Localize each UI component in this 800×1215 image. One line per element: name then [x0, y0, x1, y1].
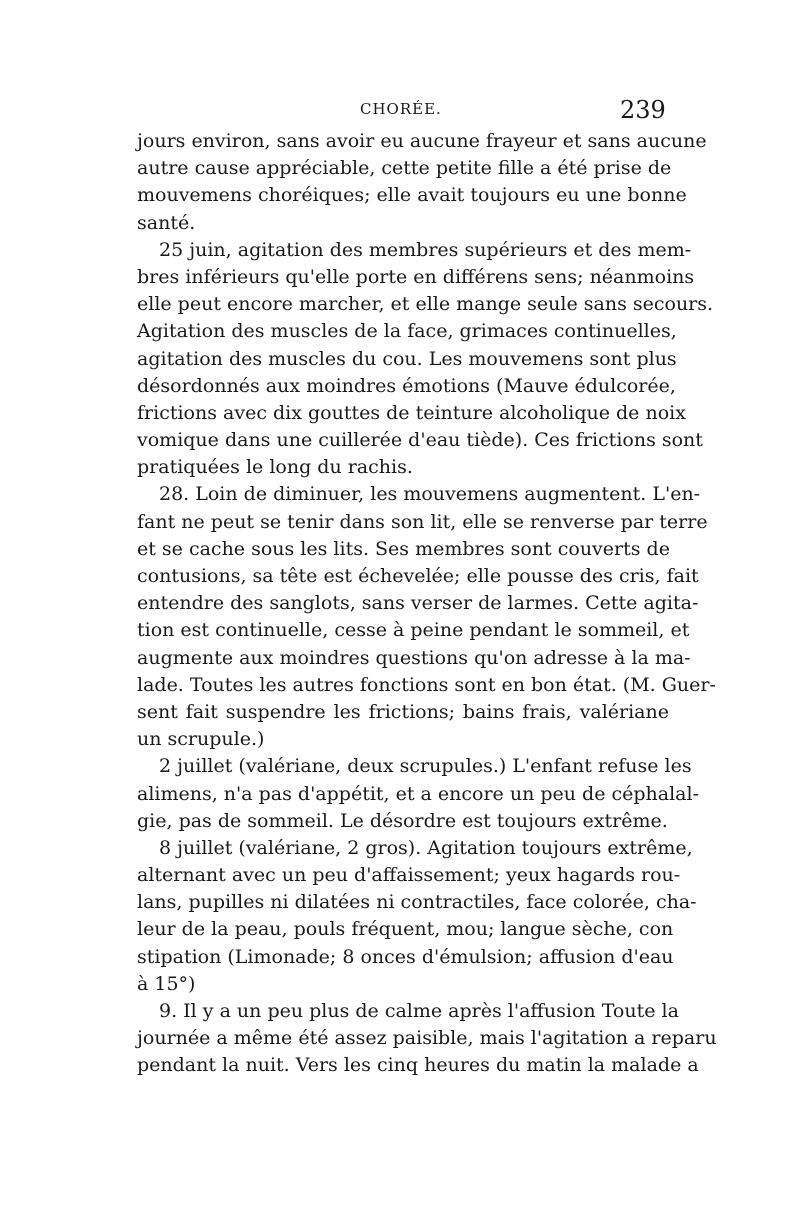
text-line: 8 juillet (valériane, 2 gros). Agitation toujours extrême,	[159, 836, 693, 859]
text-line: jours environ, sans avoir eu aucune frayeur et sans aucune	[137, 130, 707, 152]
text-line: gie, pas de sommeil. Le désordre est toujours extrême.	[137, 809, 668, 832]
page-number: 239	[620, 96, 666, 124]
text-line: augmente aux moindres questions qu'on adresse à la ma-	[137, 646, 691, 669]
text-line: mouvemens choréiques; elle avait toujours eu une bonne	[137, 184, 687, 207]
text-line: frictions avec dix gouttes de teinture alcoholique de noix	[137, 401, 686, 424]
text-line: fant ne peut se tenir dans son lit, elle se renverse par terre	[137, 510, 708, 533]
text-line: pratiquées le long du rachis.	[137, 456, 413, 479]
text-line: entendre des sanglots, sans verser de larmes. Cette agita-	[137, 592, 699, 615]
text-line: autre cause appréciable, cette petite fille a été prise de	[137, 157, 672, 180]
text-line: journée a même été assez paisible, mais l'agitation a reparu	[137, 1027, 717, 1050]
paragraph	[137, 753, 699, 835]
text-line: contusions, sa tête est échevelée; elle pousse des cris, fait	[137, 565, 699, 587]
text-line: 2 juillet (valériane, deux scrupules.) L'enfant refuse les	[159, 755, 692, 778]
text-line: santé.	[137, 211, 196, 234]
text-line: 25 juin, agitation des membres supérieurs et des mem-	[159, 238, 692, 261]
text-line: pendant la nuit. Vers les cinq heures du matin la malade a	[137, 1054, 699, 1077]
text-line: stipation (Limonade; 8 onces d'émulsion; affusion d'eau	[137, 945, 674, 968]
text-line: 28. Loin de diminuer, les mouvemens augmentent. L'en-	[159, 483, 701, 506]
paragraph	[137, 128, 707, 237]
text-line: leur de la peau, pouls fréquent, mou; langue sèche, con	[137, 918, 674, 941]
text-line: et se cache sous les lits. Ses membres sont couverts de	[137, 537, 670, 560]
text-line: désordonnés aux moindres émotions (Mauve édulcorée,	[137, 374, 676, 397]
text-line: 9. Il y a un peu plus de calme après l'affusion Toute la	[159, 1000, 679, 1022]
text-line: alternant avec un peu d'affaissement; yeux hagards rou-	[137, 864, 681, 887]
text-line: bres inférieurs qu'elle porte en différens sens; néanmoins	[137, 265, 695, 288]
text-line: alimens, n'a pas d'appétit, et a encore un peu de céphalal-	[137, 782, 699, 805]
text-line: elle peut encore marcher, et elle mange seule sans secours.	[137, 293, 714, 316]
text-line: Agitation des muscles de la face, grimaces continuelles,	[137, 320, 677, 343]
text-line: un scrupule.)	[137, 728, 265, 751]
paragraph	[137, 998, 717, 1080]
body-text	[137, 128, 717, 1080]
text-line: sent fait suspendre les frictions; bains frais, valériane	[137, 700, 669, 723]
paragraph	[137, 481, 716, 753]
text-line: vomique dans une cuillerée d'eau tiède). Ces frictions sont	[137, 429, 703, 452]
text-line: à 15°)	[137, 972, 196, 995]
text-line: agitation des muscles du cou. Les mouvemens sont plus	[137, 347, 677, 370]
paragraph	[137, 835, 697, 998]
paragraph	[137, 237, 714, 482]
running-head: CHORÉE.	[360, 100, 442, 118]
text-line: lans, pupilles ni dilatées ni contractiles, face colorée, cha-	[137, 891, 697, 914]
page-header	[0, 96, 800, 126]
text-line: tion est continuelle, cesse à peine pendant le sommeil, et	[137, 619, 690, 642]
text-line: lade. Toutes les autres fonctions sont en bon état. (M. Guer-	[137, 673, 716, 696]
